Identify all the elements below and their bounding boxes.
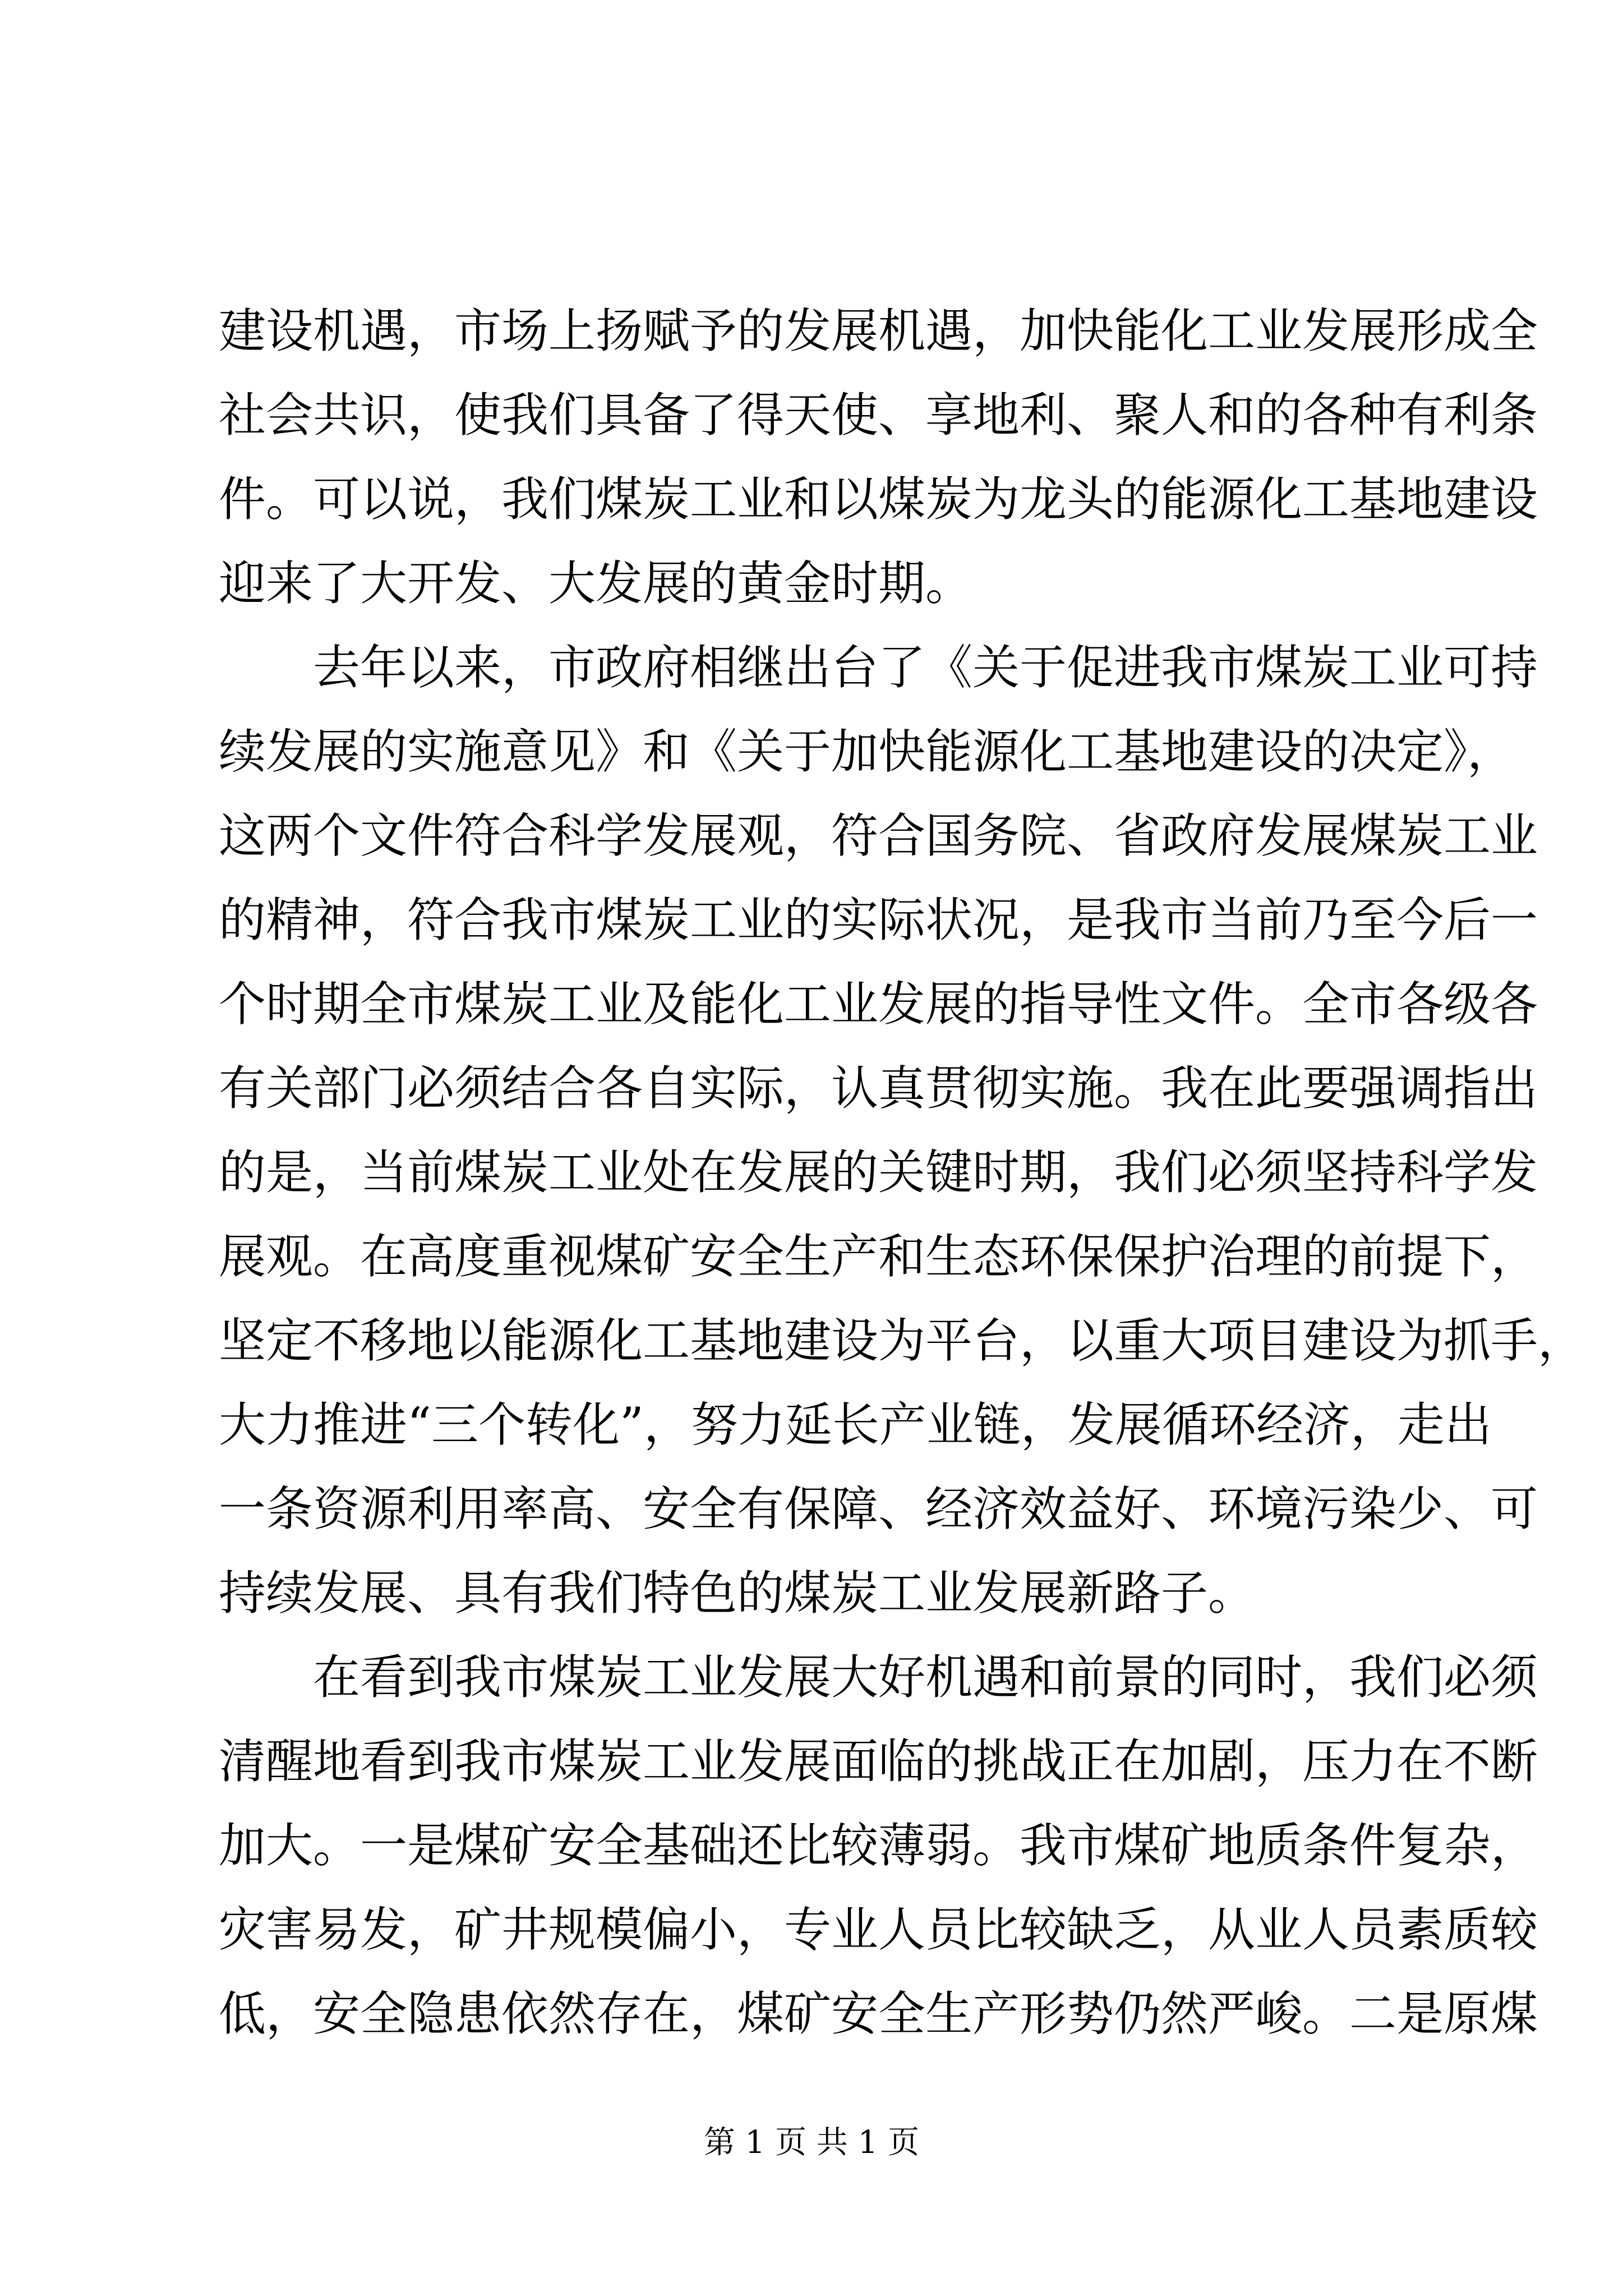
text-line: 这两个文件符合科学发展观，符合国务院、省政府发展煤炭工业 (219, 808, 1538, 863)
paragraph-first-line: 去年以来，市政府相继出台了《关于促进我市煤炭工业可持 (313, 640, 1538, 695)
text-line: 迎来了大开发、大发展的黄金时期。 (219, 556, 973, 611)
text-line: 社会共识，使我们具备了得天使、享地利、聚人和的各种有利条 (219, 388, 1538, 443)
text-line: 一条资源利用率高、安全有保障、经济效益好、环境污染少、可 (219, 1481, 1538, 1536)
text-line: 件。可以说，我们煤炭工业和以煤炭为龙头的能源化工基地建设 (219, 472, 1538, 527)
text-line: 的精神，符合我市煤炭工业的实际状况，是我市当前乃至今后一 (219, 892, 1538, 947)
paragraph-first-line: 在看到我市煤炭工业发展大好机遇和前景的同时，我们必须 (313, 1650, 1538, 1705)
text-line: 大力推进“三个转化”，努力延长产业链，发展循环经济，走出 (219, 1397, 1492, 1452)
text-line: 个时期全市煤炭工业及能化工业发展的指导性文件。全市各级各 (219, 977, 1538, 1032)
text-line: 持续发展、具有我们特色的煤炭工业发展新路子。 (219, 1566, 1256, 1621)
text-line: 有关部门必须结合各自实际，认真贯彻实施。我在此要强调指出 (219, 1061, 1538, 1116)
text-line: 展观。在高度重视煤矿安全生产和生态环保保护治理的前提下， (219, 1229, 1538, 1284)
text-line: 低，安全隐患依然存在，煤矿安全生产形势仍然严峻。二是原煤 (219, 1986, 1538, 2041)
page-footer: 第 1 页 共 1 页 (703, 2124, 920, 2161)
text-line: 加大。一是煤矿安全基础还比较薄弱。我市煤矿地质条件复杂， (219, 1818, 1538, 1873)
text-line: 建设机遇，市场上扬赋予的发展机遇，加快能化工业发展形成全 (219, 303, 1538, 358)
text-line: 灾害易发，矿井规模偏小，专业人员比较缺乏，从业人员素质较 (219, 1902, 1538, 1957)
text-line: 的是，当前煤炭工业处在发展的关键时期，我们必须坚持科学发 (219, 1145, 1538, 1200)
text-line: 续发展的实施意见》和《关于加快能源化工基地建设的决定》， (219, 724, 1515, 779)
text-line: 清醒地看到我市煤炭工业发展面临的挑战正在加剧，压力在不断 (219, 1734, 1538, 1789)
text-line: 坚定不移地以能源化工基地建设为平台，以重大项目建设为抓手， (219, 1313, 1585, 1368)
